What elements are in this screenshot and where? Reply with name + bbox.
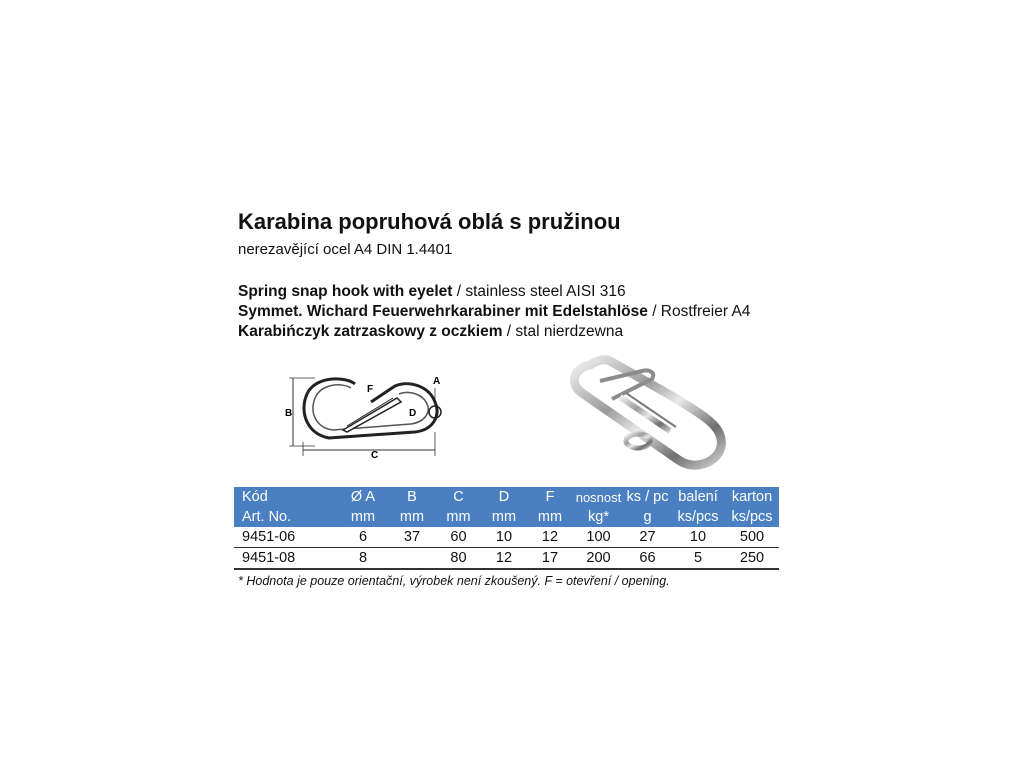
header-cell: g — [624, 507, 671, 527]
label-b: B — [285, 408, 293, 419]
table-cell: 9451-08 — [234, 548, 338, 570]
table-row — [234, 548, 779, 570]
header-cell: D — [481, 487, 527, 507]
header-cell: F — [527, 487, 573, 507]
header-cell: karton — [725, 487, 779, 507]
table-cell: 8 — [338, 548, 388, 570]
table-cell: 80 — [436, 548, 481, 570]
footnote: * Hodnota je pouze orientační, výrobek není zkoušený. F = otevření / opening. — [238, 574, 670, 588]
header-cell: ks / pc — [624, 487, 671, 507]
description-de — [238, 303, 750, 321]
label-c: C — [371, 450, 379, 461]
description-pl — [238, 323, 623, 341]
header-cell: Art. No. — [234, 507, 338, 527]
table-cell: 60 — [436, 527, 481, 548]
table-cell: 12 — [481, 548, 527, 570]
header-cell: ks/pcs — [725, 507, 779, 527]
header-cell: Kód — [234, 487, 338, 507]
header-row-bottom — [234, 507, 779, 527]
header-cell: ks/pcs — [671, 507, 725, 527]
description-en — [238, 283, 626, 301]
table-row — [234, 527, 779, 548]
table-cell: 500 — [725, 527, 779, 548]
spec-table — [234, 487, 779, 570]
description-en-bold: Spring snap hook with eyelet — [238, 283, 453, 300]
table-cell: 250 — [725, 548, 779, 570]
table-cell: 200 — [573, 548, 624, 570]
product-subtitle: nerezavějící ocel A4 DIN 1.4401 — [238, 241, 453, 258]
snap-hook-dimension-drawing — [285, 372, 455, 462]
header-cell: nosnost — [573, 487, 624, 507]
table-cell: 9451-06 — [234, 527, 338, 548]
table-cell: 12 — [527, 527, 573, 548]
header-cell: mm — [436, 507, 481, 527]
table-cell: 17 — [527, 548, 573, 570]
table-cell: 10 — [671, 527, 725, 548]
header-cell: mm — [481, 507, 527, 527]
table-cell: 5 — [671, 548, 725, 570]
header-cell: balení — [671, 487, 725, 507]
header-cell: B — [388, 487, 436, 507]
header-cell: mm — [338, 507, 388, 527]
table-cell: 10 — [481, 527, 527, 548]
header-cell: C — [436, 487, 481, 507]
header-cell: mm — [388, 507, 436, 527]
description-de-rest: / Rostfreier A4 — [647, 303, 751, 320]
label-a: A — [433, 376, 441, 387]
snap-hook-photo — [560, 353, 735, 473]
label-f: F — [367, 384, 374, 395]
table-cell: 27 — [624, 527, 671, 548]
description-pl-rest: / stal nierdzewna — [502, 323, 624, 340]
table-cell — [388, 548, 436, 570]
header-cell: mm — [527, 507, 573, 527]
table-cell: 100 — [573, 527, 624, 548]
product-title: Karabina popruhová oblá s pružinou — [238, 209, 621, 234]
label-d: D — [409, 408, 417, 419]
table-cell: 37 — [388, 527, 436, 548]
description-en-rest: / stainless steel AISI 316 — [452, 283, 626, 300]
description-de-bold: Symmet. Wichard Feuerwehrkarabiner mit Edelstahlöse — [238, 303, 648, 320]
header-row-top — [234, 487, 779, 507]
header-cell: kg* — [573, 507, 624, 527]
table-cell: 6 — [338, 527, 388, 548]
header-cell: Ø A — [338, 487, 388, 507]
table-cell: 66 — [624, 548, 671, 570]
description-pl-bold: Karabińczyk zatrzaskowy z oczkiem — [238, 323, 503, 340]
